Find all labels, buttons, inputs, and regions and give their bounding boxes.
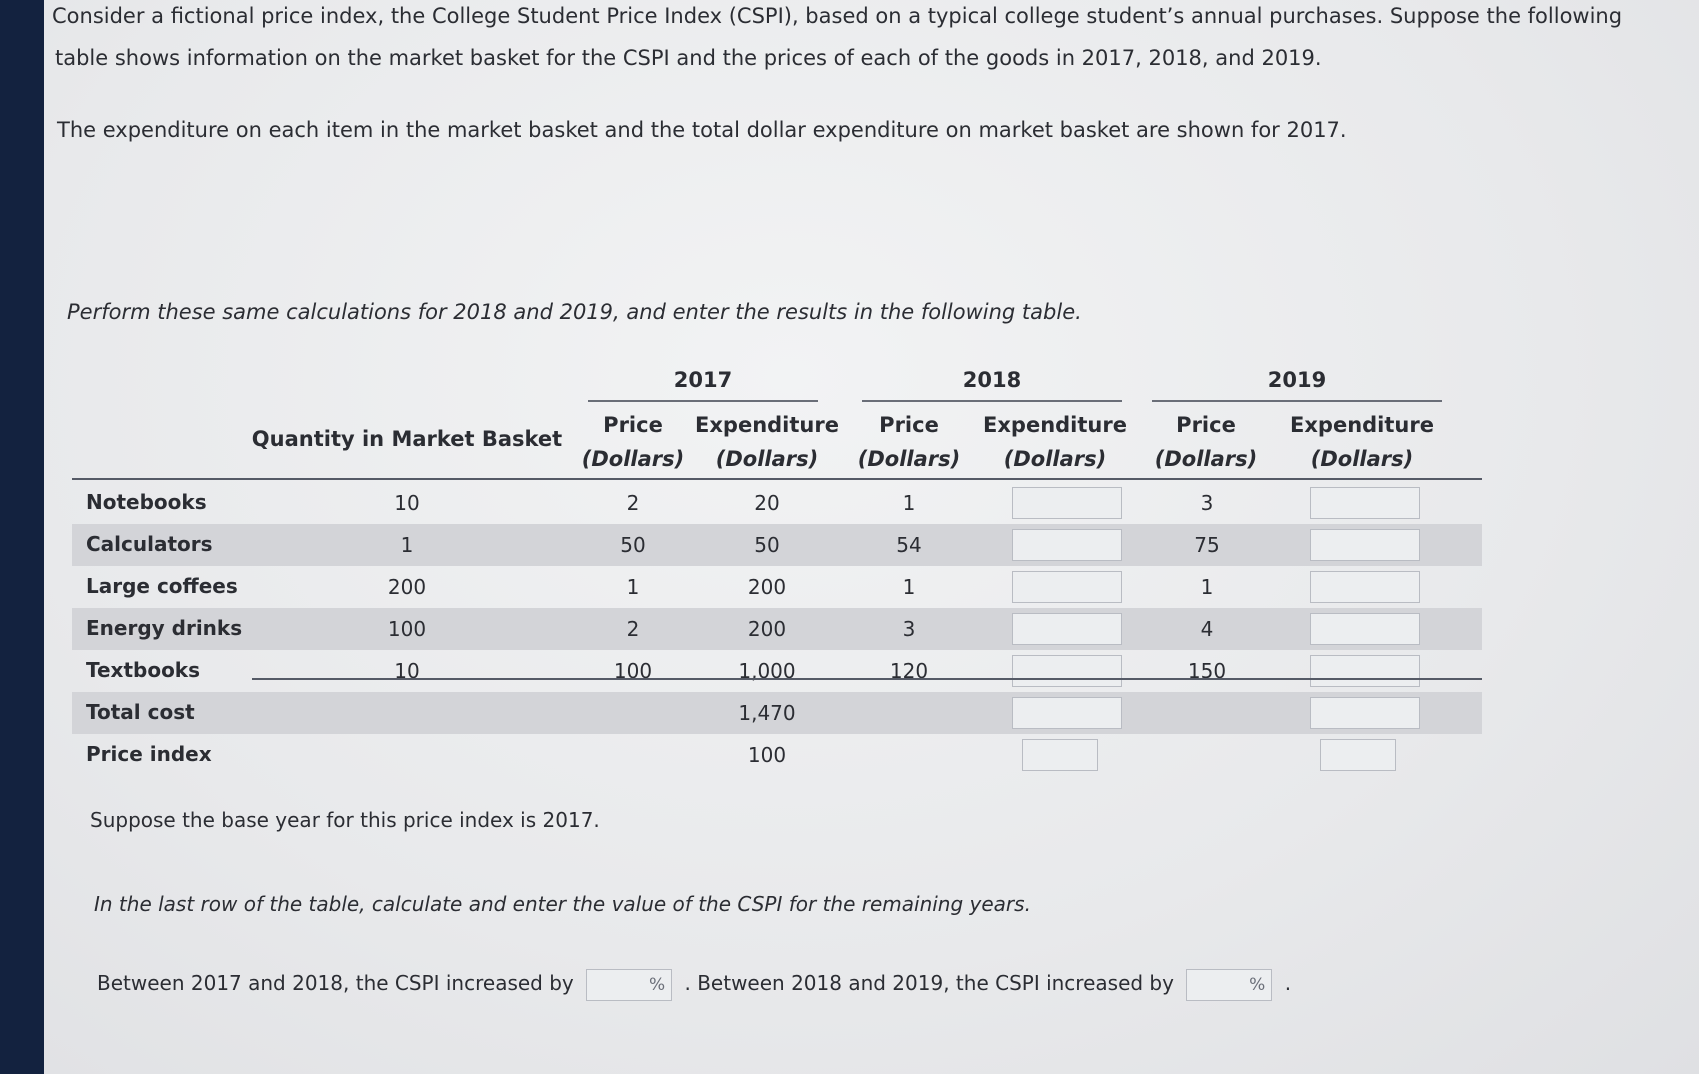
expenditure-2017-cell: 1,000: [738, 659, 796, 683]
expenditure-2017-unit: (Dollars): [715, 447, 819, 471]
total-cost-row: [72, 692, 1482, 734]
expenditure-2019-input[interactable]: [1310, 613, 1420, 645]
index-2018-input[interactable]: [1022, 739, 1098, 771]
expenditure-2017-header: [692, 408, 842, 476]
table-row: [72, 608, 1482, 650]
row-label-price-index: Price index: [86, 742, 212, 766]
expenditure-2017-title: Expenditure: [695, 413, 839, 437]
price-2019-title: Price: [1176, 413, 1236, 437]
quantity-cell: 10: [394, 491, 420, 515]
expenditure-2017-cell: 20: [754, 491, 780, 515]
table-row: [72, 650, 1482, 692]
expenditure-2017-cell: 50: [754, 533, 780, 557]
quantity-header: Quantity in Market Basket: [251, 427, 563, 451]
expenditure-2018-input[interactable]: [1012, 529, 1122, 561]
price-2017-cell: 100: [613, 659, 653, 683]
quantity-cell: 10: [394, 659, 420, 683]
header-rule: [72, 478, 1482, 480]
year-2019-header: 2019: [1267, 368, 1327, 392]
price-2019-cell: 4: [1200, 617, 1214, 641]
price-2018-header: [854, 408, 964, 476]
increase-2018-2019-input[interactable]: [1186, 969, 1272, 1001]
total-rule: [252, 678, 1482, 680]
year-2018-rule: [862, 400, 1122, 402]
price-2019-header: [1146, 408, 1266, 476]
price-2017-header: [578, 408, 688, 476]
year-2018-header: 2018: [962, 368, 1022, 392]
year-2019-rule: [1152, 400, 1442, 402]
expenditure-note: The expenditure on each item in the market basket and the total dollar expenditure on market basket are shown for 2017.: [57, 118, 1347, 142]
increase-sentence: [97, 968, 1291, 1001]
intro-line-2: table shows information on the market basket for the CSPI and the prices of each of the goods in 2017, 2018, and 2019.: [55, 46, 1322, 70]
expenditure-2018-title: Expenditure: [983, 413, 1127, 437]
price-2019-cell: 1: [1200, 575, 1214, 599]
price-index-row: [72, 734, 1482, 776]
expenditure-2018-unit: (Dollars): [1003, 447, 1107, 471]
total-2017-cell: 1,470: [738, 701, 796, 725]
row-label-energy-drinks: Energy drinks: [86, 616, 243, 640]
price-2018-cell: 120: [889, 659, 929, 683]
price-2018-cell: 1: [902, 575, 916, 599]
expenditure-2019-title: Expenditure: [1290, 413, 1434, 437]
cspi-table: [72, 360, 1482, 830]
price-2017-title: Price: [603, 413, 663, 437]
quantity-cell: 200: [387, 575, 427, 599]
expenditure-2019-input[interactable]: [1310, 487, 1420, 519]
row-label-textbooks: Textbooks: [86, 658, 201, 682]
expenditure-2017-cell: 200: [747, 617, 787, 641]
price-2019-unit: (Dollars): [1154, 447, 1258, 471]
index-2019-input[interactable]: [1320, 739, 1396, 771]
price-2017-cell: 2: [626, 491, 640, 515]
increase-text-1: Between 2017 and 2018, the CSPI increased by: [97, 971, 574, 995]
expenditure-2018-input[interactable]: [1012, 613, 1122, 645]
price-2018-unit: (Dollars): [857, 447, 961, 471]
expenditure-2019-input[interactable]: [1310, 529, 1420, 561]
increase-2017-2018-input[interactable]: [586, 969, 672, 1001]
perform-instruction: Perform these same calculations for 2018 and 2019, and enter the results in the following table.: [67, 300, 1082, 324]
price-2018-cell: 1: [902, 491, 916, 515]
year-2017-rule: [588, 400, 818, 402]
percent-sign: %: [1249, 974, 1266, 995]
price-2018-title: Price: [879, 413, 939, 437]
expenditure-2018-header: [980, 408, 1130, 476]
quantity-cell: 100: [387, 617, 427, 641]
expenditure-2018-input[interactable]: [1012, 487, 1122, 519]
price-2017-cell: 1: [626, 575, 640, 599]
price-2017-cell: 50: [620, 533, 646, 557]
index-2017-cell: 100: [747, 743, 787, 767]
percent-sign: %: [648, 974, 666, 995]
increase-text-end: .: [1284, 971, 1292, 995]
expenditure-2017-cell: 200: [747, 575, 787, 599]
table-row: [72, 524, 1482, 566]
price-2017-unit: (Dollars): [581, 447, 685, 471]
expenditure-2018-input[interactable]: [1012, 571, 1122, 603]
table-row: [72, 482, 1482, 524]
expenditure-2019-unit: (Dollars): [1310, 447, 1414, 471]
price-2019-cell: 75: [1194, 533, 1220, 557]
price-2019-cell: 150: [1187, 659, 1227, 683]
total-2019-input[interactable]: [1310, 697, 1420, 729]
price-2018-cell: 54: [896, 533, 922, 557]
year-2017-header: 2017: [673, 368, 733, 392]
last-row-note: In the last row of the table, calculate and enter the value of the CSPI for the remaining years.: [94, 892, 1031, 916]
quantity-cell: 1: [400, 533, 414, 557]
total-2018-input[interactable]: [1012, 697, 1122, 729]
row-label-notebooks: Notebooks: [86, 490, 207, 514]
expenditure-2019-input[interactable]: [1310, 655, 1420, 687]
base-year-note: Suppose the base year for this price index is 2017.: [90, 808, 600, 832]
row-label-large-coffees: Large coffees: [86, 574, 238, 598]
row-label-total-cost: Total cost: [86, 700, 195, 724]
price-2018-cell: 3: [902, 617, 916, 641]
price-2019-cell: 3: [1200, 491, 1214, 515]
row-label-calculators: Calculators: [86, 532, 213, 556]
expenditure-2018-input[interactable]: [1012, 655, 1122, 687]
expenditure-2019-header: [1282, 408, 1442, 476]
table-row: [72, 566, 1482, 608]
intro-line-1: Consider a fictional price index, the College Student Price Index (CSPI), based on a typical college student’s annual purchases. Suppose the following: [52, 4, 1623, 28]
increase-text-2: . Between 2018 and 2019, the CSPI increased by: [684, 971, 1174, 995]
expenditure-2019-input[interactable]: [1310, 571, 1420, 603]
price-2017-cell: 2: [626, 617, 640, 641]
